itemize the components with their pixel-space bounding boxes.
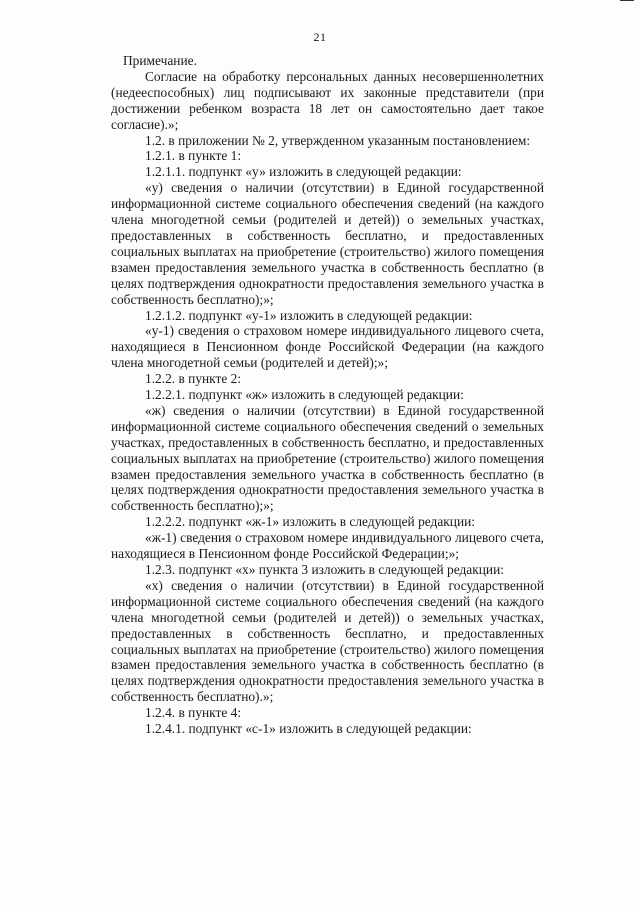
paragraph: 1.2.1.2. подпункт «у-1» изложить в следующей редакции: [145, 307, 473, 323]
paragraph: 1.2. в приложении № 2, утвержденном указанным постановлением: [145, 132, 531, 148]
note-heading: Примечание. [123, 53, 197, 68]
paragraph: «у-1) сведения о страховом номере индивидуального лицевого счета, находящиеся в Пенсионном фонде Российской Федерации (на каждого члена многодетной семьи (родителей и детей);»; [111, 323, 544, 371]
paragraph: 1.2.2.1. подпункт «ж» изложить в следующей редакции: [145, 387, 464, 403]
paragraph: Согласие на обработку персональных данных несовершеннолетних (недееспособных) лиц подписывают их законные представители (при достижении ребенком возраста 18 лет он самостоятельно дает такое согласие).»; [111, 68, 544, 132]
page-number: 21 [313, 30, 327, 44]
paragraph: «ж-1) сведения о страховом номере индивидуального лицевого счета, находящиеся в Пенсионном фонде Российской Федерации;»; [111, 530, 544, 562]
paragraph: «ж) сведения о наличии (отсутствии) в Единой государственной информационной системе социального обеспечения сведений о земельных участках, предоставленных в собственность бесплатно, и предоставленных социальных выплатах на приобретение (строительство) жилого помещения взамен предоставления земельного участка в собственность бесплатно (в целях подтверждения однократности предоставления земельного участка в собственность бесплатно);»; [111, 402, 544, 514]
paragraph: 1.2.2.2. подпункт «ж-1» изложить в следующей редакции: [145, 514, 476, 530]
paragraph: «х) сведения о наличии (отсутствии) в Единой государственной информационной системе социального обеспечения сведений (на каждого члена многодетной семьи (родителей и детей)) о земельных участках, предоставленных в собственность бесплатно, и предоставленных социальных выплатах на приобретение (строительство) жилого помещения взамен предоставления земельного участка в собственность бесплатно (в целях подтверждения однократности предоставления земельного участка в собственность бесплатно).»; [111, 577, 544, 705]
page-corner-mark [620, 0, 634, 4]
paragraph: 1.2.2. в пункте 2: [145, 371, 242, 387]
paragraph: 1.2.4.1. подпункт «с-1» изложить в следующей редакции: [145, 721, 472, 737]
paragraph: 1.2.4. в пункте 4: [145, 705, 242, 721]
paragraph: 1.2.3. подпункт «х» пункта 3 изложить в следующей редакции: [145, 562, 504, 577]
paragraph: 1.2.1.1. подпункт «у» изложить в следующей редакции: [145, 164, 462, 180]
paragraph: 1.2.1. в пункте 1: [145, 148, 242, 164]
paragraph: «у) сведения о наличии (отсутствии) в Единой государственной информационной системе социального обеспечения сведений (на каждого члена многодетной семьи (родителей и детей)) о земельных участках, предоставленных в собственность бесплатно, и предоставленных социальных выплатах на приобретение (строительство) жилого помещения взамен предоставления земельного участка в собственность бесплатно (в целях подтверждения однократности предоставления земельного участка в собственность бесплатно);»; [111, 180, 544, 307]
document-body [111, 53, 544, 737]
